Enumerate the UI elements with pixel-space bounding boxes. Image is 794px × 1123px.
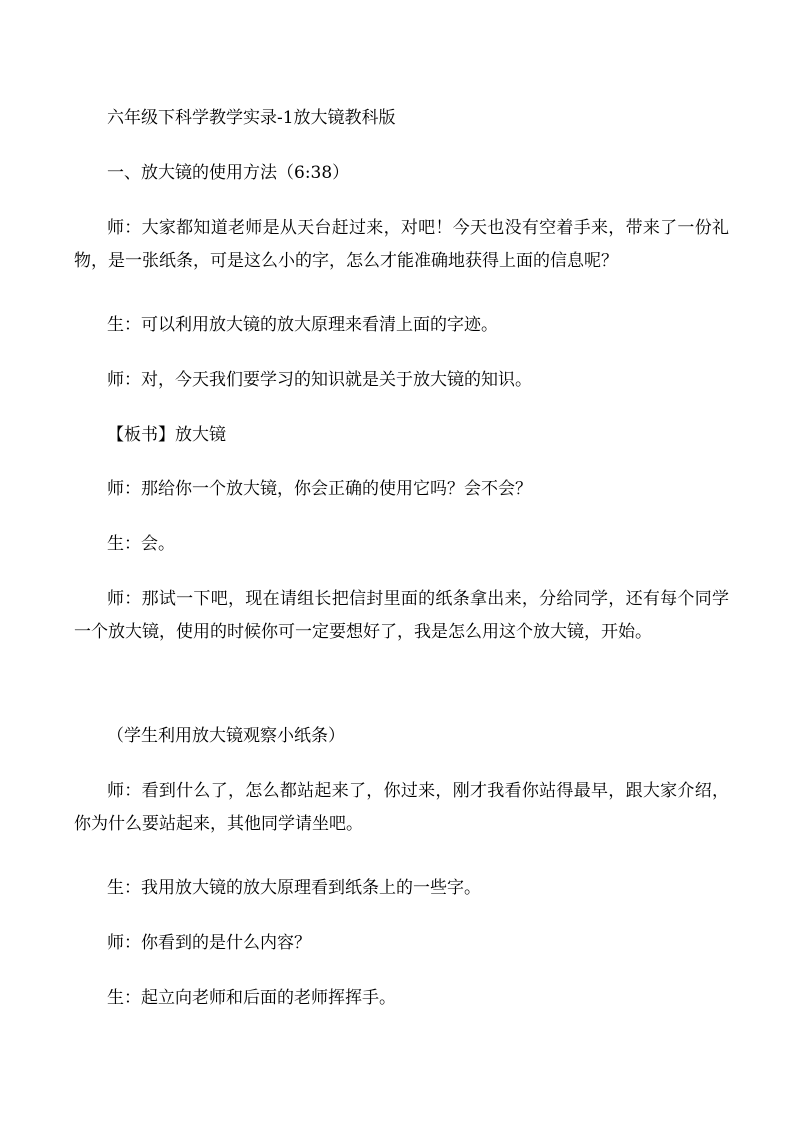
paragraph: 师：那试一下吧，现在请组长把信封里面的纸条拿出来，分给同学，还有每个同学一个放大镜，使用的时候你可一定要想好了，我是怎么用这个放大镜，开始。 xyxy=(74,589,729,642)
paragraph: 生：会。 xyxy=(107,534,175,554)
paragraph: 师：对，今天我们要学习的知识就是关于放大镜的知识。 xyxy=(107,370,532,390)
paragraph: 师：看到什么了，怎么都站起来了，你过来，刚才我看你站得最早，跟大家介绍，你为什么要站起来，其他同学请坐吧。 xyxy=(74,781,729,834)
paragraph: 生：起立向老师和后面的老师挥挥手。 xyxy=(107,988,396,1008)
section-heading: 一、放大镜的使用方法（6:38） xyxy=(107,163,350,183)
paragraph: 生：我用放大镜的放大原理看到纸条上的一些字。 xyxy=(107,878,481,898)
document-title: 六年级下科学教学实录-1放大镜教科版 xyxy=(107,108,396,128)
paragraph: 师：你看到的是什么内容？ xyxy=(107,933,311,953)
paragraph: 师：大家都知道老师是从天台赶过来，对吧！今天也没有空着手来，带来了一份礼物，是一张纸条，可是这么小的字，怎么才能准确地获得上面的信息呢？ xyxy=(74,218,729,271)
board-note: 【板书】放大镜 xyxy=(107,425,226,445)
paragraph: 师：那给你一个放大镜，你会正确的使用它吗？会不会？ xyxy=(107,479,532,499)
paragraph: 生：可以利用放大镜的放大原理来看清上面的字迹。 xyxy=(107,315,498,335)
stage-direction: （学生利用放大镜观察小纸条） xyxy=(107,726,345,746)
